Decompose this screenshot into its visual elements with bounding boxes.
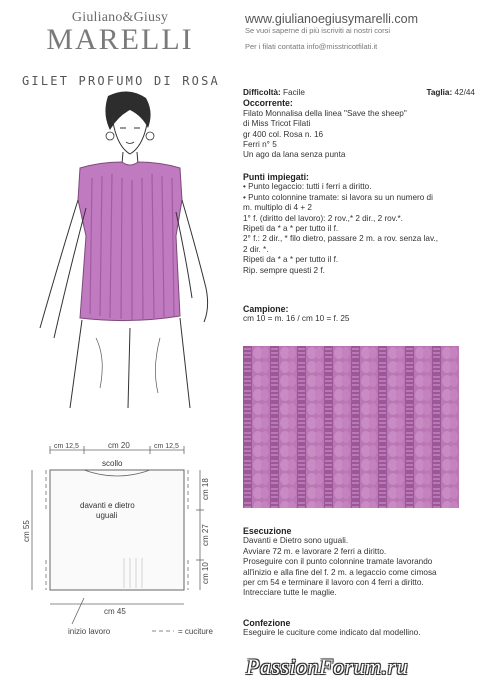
finishing-title: Confezione [243,618,291,628]
execution-line: per cm 54 e terminare il lavoro con 4 ferri a diritto. [243,578,424,588]
needed-line: Un ago da lana senza punta [243,150,346,160]
difficulty-value: Facile [283,88,305,97]
brand-main-text: MARELLI [46,23,194,56]
size-value: 42/44 [454,88,475,97]
finishing-text: Eseguire le cuciture come indicato dal modellino. [243,628,421,638]
pattern-title: GILET PROFUMO DI ROSA [22,74,220,88]
center-label-1: davanti e dietro [80,501,135,510]
watermark: PassionForum.ru [246,654,409,679]
needed-title: Occorrente: [243,98,293,109]
dim-right-27: cm 27 [201,524,210,546]
execution-line: Avviare 72 m. e lavorare 2 ferri a diritto. [243,546,387,556]
finishing-section [243,618,475,639]
execution-line: Davanti e Dietro sono uguali. [243,536,349,546]
stitch-line: 2° f.: 2 dir., * filo dietro, passare 2 m. a rov. senza lav., [243,234,439,244]
schematic-drawing [24,438,224,648]
brand-logo [20,10,220,55]
execution-line: all'inizio e alla fine del f. 2 m. a legaccio come cimosa [243,567,437,577]
site-url: www.giulianoegiusymarelli.com [245,12,418,26]
needed-line: Ferri n° 5 [243,140,277,150]
model-sketch [30,88,230,408]
fashion-illustration [30,88,230,408]
site-info [245,12,475,52]
stitches-title: Punti impiegati: [243,172,309,182]
brand-top-text: Giuliano&Giusy [71,10,169,25]
needed-line: gr 400 col. Rosa n. 16 [243,129,324,139]
stitch-line: • Punto legaccio: tutti i ferri a diritto. [243,182,372,192]
difficulty-label: Difficoltà: [243,88,281,97]
execution-line: Proseguire con il punto colonnine tramate lavorando [243,557,433,567]
difficulty-row [243,88,475,98]
execution-title: Esecuzione [243,526,292,536]
difficulty [243,88,305,98]
gauge-title: Campione: [243,304,289,314]
stitch-line: 1° f. (diritto del lavoro): 2 rov.,* 2 dir., 2 rov.*. [243,213,403,223]
specs-section [243,88,475,161]
dim-left-height: cm 55 [22,520,31,542]
seam-label: = cuciture [178,627,213,636]
execution-line: Intrecciare tutte le maglie. [243,588,337,598]
stitch-line: 2 dir. *. [243,244,269,254]
dim-top-mid: cm 20 [108,441,130,450]
stitch-line: Rip. sempre questi 2 f. [243,265,325,275]
stitch-line: Ripeti da * a * per tutto il f. [243,255,339,265]
dim-top-right: cm 12,5 [154,443,179,450]
start-label: inizio lavoro [68,627,111,636]
dim-top-left: cm 12,5 [54,443,79,450]
neck-label: scollo [102,459,123,468]
size [426,88,475,98]
garment-schematic [24,438,224,648]
gauge-section [243,304,475,325]
needed-line: Filato Monnalisa della linea "Save the sheep" [243,108,407,118]
dim-right-10: cm 10 [201,562,210,584]
site-contact: Per i filati contatta info@misstricotfilati.it [245,42,378,51]
gauge-text: cm 10 = m. 16 / cm 10 = f. 25 [243,314,350,324]
execution-section [243,526,475,599]
stitches-section [243,172,475,276]
knit-swatch-photo [243,346,459,508]
stitch-line: Ripeti da * a * per tutto il f. [243,224,339,234]
knit-swatch-image [243,346,459,508]
needed-line: di Miss Tricot Filati [243,119,311,129]
dim-bottom: cm 45 [104,607,126,616]
stitch-line: • Punto colonnine tramate: si lavora su un numero di [243,192,433,202]
stitch-line: m. multiplo di 4 + 2 [243,203,312,213]
center-label-2: uguali [96,511,118,520]
site-subtitle: Se vuoi saperne di più iscriviti ai nostri corsi [245,26,391,35]
dim-right-18: cm 18 [201,478,210,500]
size-label: Taglia: [426,88,453,97]
